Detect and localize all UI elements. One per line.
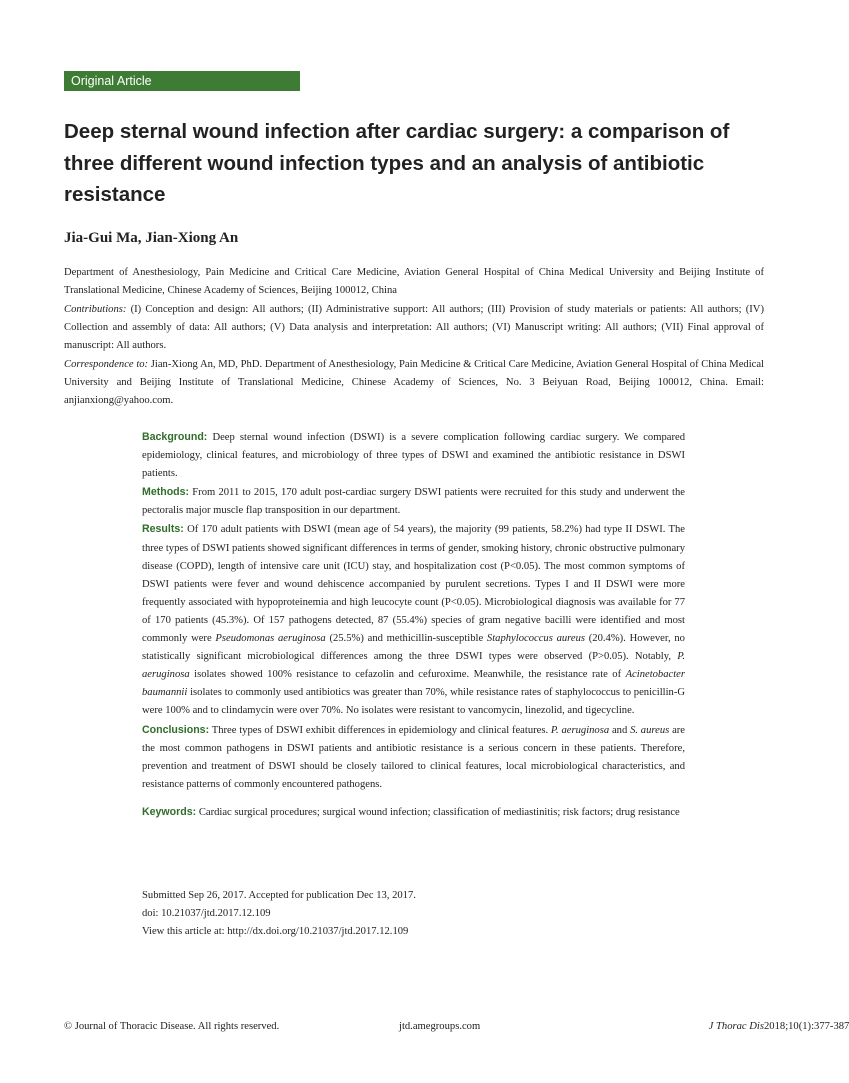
background-label: Background: — [142, 431, 208, 443]
results-label: Results: — [142, 523, 184, 536]
conclusions-species-1: P. aeruginosa — [550, 724, 610, 736]
paper-title: Deep sternal wound infection after cardiac surgery: a comparison of three different wound infection types and an analysis of antibiotic resistance — [64, 120, 730, 206]
doi: doi: 10.21037/jtd.2017.12.109 — [142, 908, 271, 920]
copyright: © Journal of Thoracic Disease. All rights reserved. — [64, 1021, 280, 1032]
background-text: Deep sternal wound infection (DSWI) is a severe complication following cardiac surgery. We compared epidemiology, clinical features, and microbiology of three types of DSWI and examined the antibiotic resistance in DSWI patients. — [142, 432, 685, 480]
conclusions-text: and — [609, 724, 631, 736]
abstract-background — [142, 428, 685, 483]
conclusions-species-2: S. aureus — [630, 724, 670, 736]
correspondence — [64, 356, 764, 410]
keywords — [142, 803, 685, 822]
abstract-conclusions — [142, 721, 685, 794]
correspondence-label: Correspondence to: — [64, 359, 149, 370]
contributions-label: Contributions: — [64, 304, 127, 315]
results-species-4: Acinetobacter baumannii — [142, 669, 685, 699]
conclusions-text: are the most common pathogens in DSWI patients and antibiotic resistance is a serious concern in these patients. Therefore, prevention and treatment of DSWI should be closely tailored to clinical features, local microbiological characteristics, and resistance patterns of commonly encountered pathogens. — [142, 724, 685, 790]
conclusions-text: Three types of DSWI exhibit differences in epidemiology and clinical features. — [209, 724, 551, 736]
page-footer — [64, 1021, 849, 1037]
correspondence-text: Jian-Xiong An, MD, PhD. Department of Anesthesiology, Pain Medicine & Critical Care Medicine, Aviation General Hospital of China Medical University and Beijing Institute of Translational Medicine, Chinese Academy of Sciences, No. 3 Beiyuan Road, Beijing 100012, China. Email: anjianxiong@yahoo.com. — [64, 359, 765, 406]
abstract-results — [142, 520, 685, 720]
results-species-3: P. aeruginosa — [142, 651, 685, 681]
results-species-1: Pseudomonas aeruginosa — [215, 633, 326, 645]
article-type-badge: Original Article — [64, 71, 300, 91]
citation — [708, 1021, 849, 1032]
methods-text: From 2011 to 2015, 170 adult post-cardiac surgery DSWI patients were recruited for this study and underwent the pectoralis major muscle flap transposition in our department. — [142, 487, 685, 517]
conclusions-label: Conclusions: — [142, 723, 210, 736]
abstract — [142, 428, 685, 822]
contributions-text: (I) Conception and design: All authors; (II) Administrative support: All authors; (III) Provision of study materials or patients: All authors; (IV) Collection and assembly of data: All authors; (V) Data analysis and interpretation: All authors; (VI) Manuscript writing: All authors; (VII) Final approval of manuscript: All authors. — [64, 304, 764, 351]
results-text: isolates to commonly used antibiotics was greater than 70%, while resistance rates of staphylococcus to penicillin-G were 100% and to clindamycin were over 70%. No isolates were resistant to vancomycin, linezolid, and tigecycline. — [142, 687, 685, 717]
results-species-2: Staphylococcus aureus — [486, 633, 586, 645]
results-text: Of 170 adult patients with DSWI (mean age of 54 years), the majority (99 patients, 58.2%) had type II DSWI. The three types of DSWI patients showed significant differences in terms of gender, smoking history, chronic obstructive pulmonary disease (COPD), length of intensive care unit (ICU) stay, and hospitalization cost (P<0.05). The most common symptoms of DSWI patients were fever and wound dehiscence accompanied by purulent secretions. Types I and II DSWI were more frequently associated with hypoproteinemia and high leucocyte count (P<0.05). Microbiological diagnosis was available for 77 of 170 patients (45.3%). Of 157 pathogens detected, 87 (55.4%) species of gram negative bacilli were identified and most commonly were — [142, 524, 685, 645]
keywords-text: Cardiac surgical procedures; surgical wound infection; classification of mediastinitis; risk factors; drug resistance — [196, 806, 680, 818]
results-text: (25.5%) and methicillin-susceptible — [325, 633, 487, 645]
journal-site-link[interactable]: jtd.amegroups.com — [399, 1021, 481, 1032]
article-link[interactable]: View this article at: http://dx.doi.org/10.21037/jtd.2017.12.109 — [142, 926, 409, 938]
results-text: isolates showed 100% resistance to cefazolin and cefuroxime. Meanwhile, the resistance rate of — [189, 669, 626, 681]
citation-text: 2018;10(1):377-387 — [764, 1021, 849, 1032]
abstract-methods — [142, 483, 685, 520]
journal-abbreviation: J Thorac Dis — [708, 1021, 764, 1032]
methods-label: Methods: — [142, 486, 190, 499]
submission-dates: Submitted Sep 26, 2017. Accepted for publication Dec 13, 2017. — [142, 890, 416, 901]
authors: Jia-Gui Ma, Jian-Xiong An — [64, 230, 239, 246]
contributions — [64, 301, 764, 355]
affiliation: Department of Anesthesiology, Pain Medicine and Critical Care Medicine, Aviation General Hospital of China Medical University and Beijing Institute of Translational Medicine, Chinese Academy of Sciences, Beijing 100012, China — [64, 267, 764, 296]
submission-info — [142, 887, 685, 942]
results-text: (20.4%). However, no statistically significant microbiological differences among the three DSWI types were observed (P>0.05). Notably, — [142, 633, 685, 663]
keywords-label: Keywords: — [142, 805, 197, 818]
